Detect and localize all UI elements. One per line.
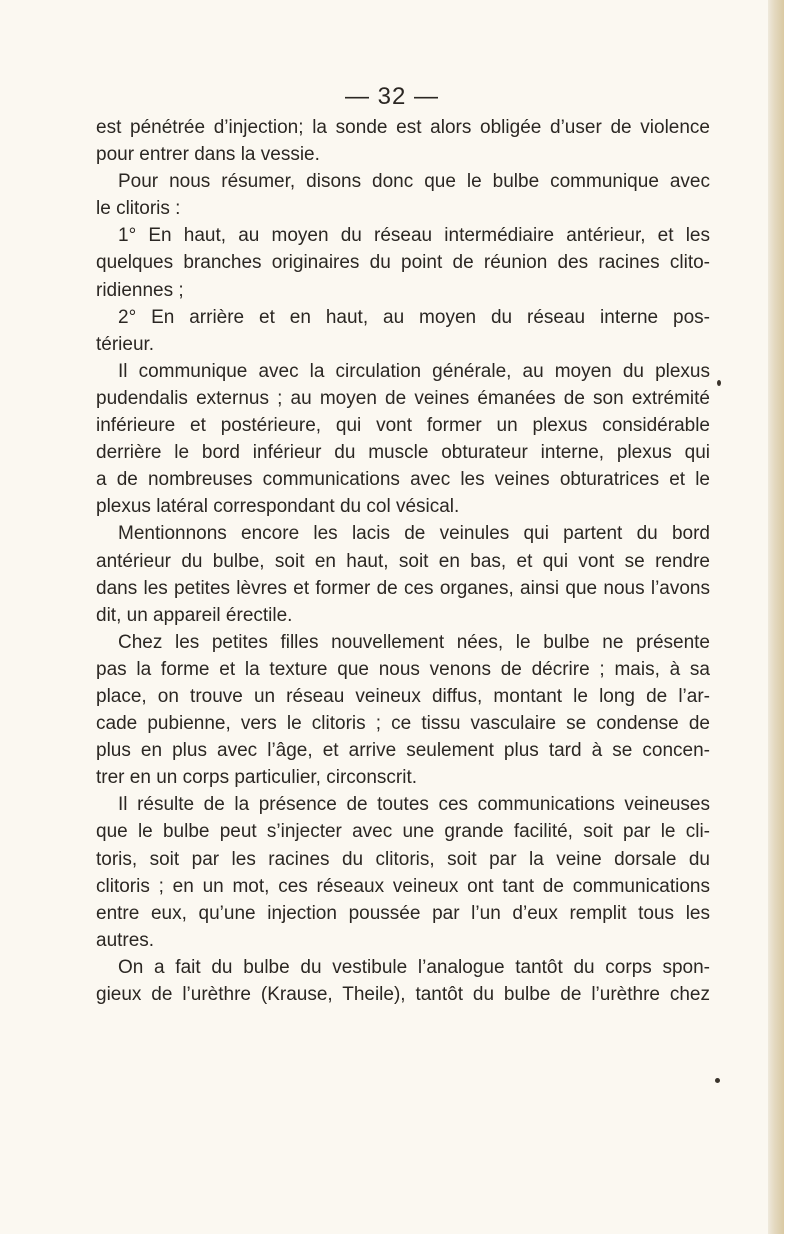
text-line: inférieure et postérieure, qui vont former un plexus considérable (96, 415, 710, 437)
text-line: autres. (96, 929, 155, 951)
text-line: gieux de l’urèthre (Krause, Theile), tantôt du bulbe de l’urèthre chez (96, 984, 710, 1005)
text-line: dans les petites lèvres et former de ces organes, ainsi que nous l’avons (96, 577, 710, 599)
text-line: 1° En haut, au moyen du réseau intermédiaire antérieur, et les (118, 225, 710, 247)
page-edge (768, 0, 784, 1234)
text-line: Il communique avec la circulation générale, au moyen du plexus (118, 360, 710, 382)
text-line: est pénétrée d’injection; la sonde est alors obligée d’user de violence (96, 117, 710, 138)
text-line: derrière le bord inférieur du muscle obturateur interne, plexus qui (96, 442, 710, 464)
text-line: toris, soit par les racines du clitoris, soit par la veine dorsale du (96, 848, 710, 870)
text-line: On a fait du bulbe du vestibule l’analogue tantôt du corps spon- (118, 956, 710, 978)
text-line: plexus latéral correspondant du col vésical. (96, 496, 460, 518)
text-line: Chez les petites filles nouvellement nées, le bulbe ne présente (118, 631, 710, 653)
ink-spot (717, 380, 721, 386)
page-number: — 32 — (344, 83, 440, 110)
text-line: cade pubienne, vers le clitoris ; ce tissu vasculaire se condense de (96, 713, 710, 735)
page-body (96, 114, 710, 1008)
text-line: trer en un corps particulier, circonscrit. (96, 767, 418, 789)
text-line: place, on trouve un réseau veineux diffus, montant le long de l’ar- (96, 685, 710, 707)
text-line: le clitoris : (96, 198, 181, 220)
text-line: pas la forme et la texture que nous venons de décrire ; mais, à sa (96, 658, 710, 680)
text-line: 2° En arrière et en haut, au moyen du réseau interne pos- (118, 306, 710, 328)
text-line: Mentionnons encore les lacis de veinules qui partent du bord (118, 523, 710, 545)
text-line: antérieur du bulbe, soit en haut, soit en bas, et qui vont se rendre (96, 550, 710, 572)
text-line: a de nombreuses communications avec les veines obturatrices et le (96, 469, 710, 491)
text-line: quelques branches originaires du point de réunion des racines clito- (96, 252, 710, 274)
text-line: clitoris ; en un mot, ces réseaux veineux ont tant de communications (96, 875, 710, 897)
text-line: Pour nous résumer, disons donc que le bulbe communique avec (118, 171, 710, 193)
text-line: Il résulte de la présence de toutes ces communications veineuses (118, 794, 710, 816)
text-line: dit, un appareil érectile. (96, 604, 293, 626)
text-line: térieur. (96, 333, 155, 355)
text-line: ridiennes ; (96, 279, 184, 301)
text-line: que le bulbe peut s’injecter avec une grande facilité, soit par le cli- (96, 821, 710, 843)
text-line: pour entrer dans la vessie. (96, 144, 320, 166)
ink-spot (715, 1078, 720, 1083)
text-line: pudendalis externus ; au moyen de veines émanées de son extrémité (96, 387, 710, 409)
text-line: entre eux, qu’une injection poussée par l’un d’eux remplit tous les (96, 902, 710, 924)
text-line: plus en plus avec l’âge, et arrive seulement plus tard à se concen- (96, 740, 710, 762)
